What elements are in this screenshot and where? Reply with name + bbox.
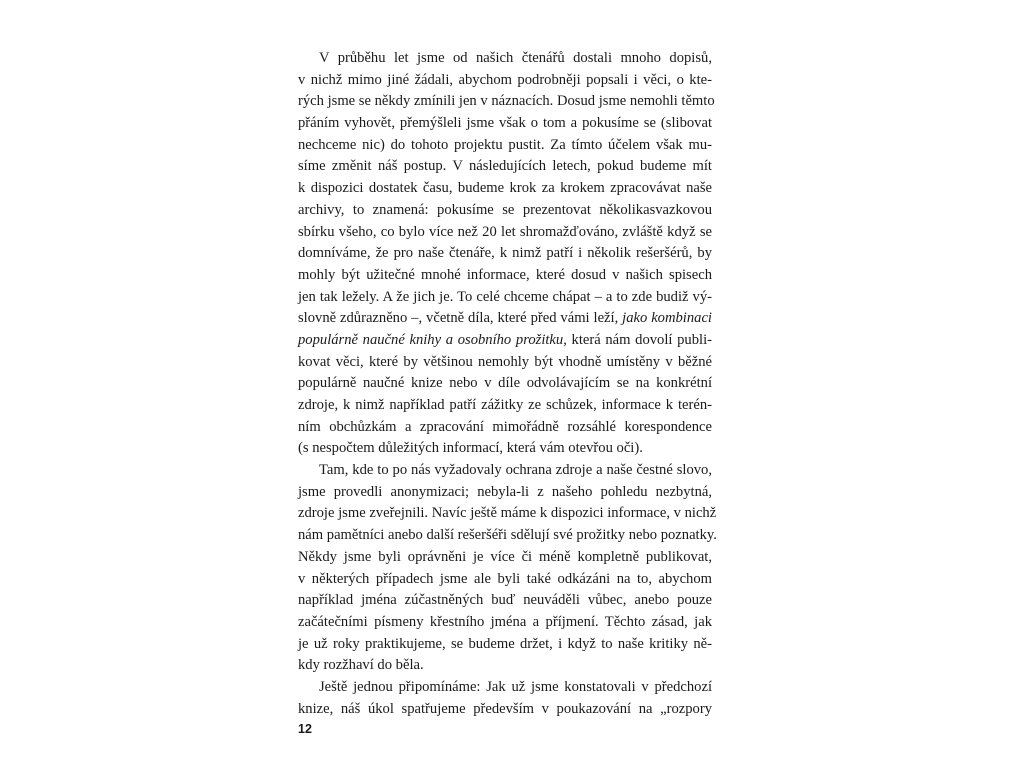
text-line: knize, náš úkol spatřujeme především v poukazování na „rozpory xyxy=(298,700,712,717)
text-segment: , která nám dovolí publi- xyxy=(563,331,712,348)
text-line: v nichž mimo jiné žádali, abychom podrobněji popsali i věci, o kte- xyxy=(298,71,712,88)
text-line: rých jsme se někdy zmínili jen v náznacích. Dosud jsme nemohli těmto xyxy=(298,93,715,110)
text-line: V průběhu let jsme od našich čtenářů dostali mnoho dopisů, xyxy=(319,50,712,66)
text-line: například jména zúčastněných buď neuváděli vůbec, anebo pouze xyxy=(298,592,712,609)
text-line: Tam, kde to po nás vyžadovaly ochrana zdroje a naše čestné slovo, xyxy=(319,462,712,479)
text-line: Ještě jednou připomínáme: Jak už jsme konstatovali v předchozí xyxy=(319,678,712,695)
text-line: začátečními písmeny křestního jména a příjmení. Těchto zásad, jak xyxy=(298,613,712,630)
text-line xyxy=(298,330,712,352)
italic-text: jako kombinaci xyxy=(622,310,712,327)
text-line: kdy rozžhaví do běla. xyxy=(298,657,424,674)
text-line: nám pamětníci anebo další rešeršéři sdělují své prožitky nebo poznatky. xyxy=(298,527,717,544)
text-line: zdroje, k nimž například patří zážitky ze schůzek, informace k terén- xyxy=(298,397,712,413)
text-line: archivy, to znamená: pokusíme se prezentovat několikasvazkovou xyxy=(298,201,712,218)
text-line: jen tak ležely. A že jich je. To celé chceme chápat – a to zde budiž vý- xyxy=(298,288,712,305)
italic-text: populárně naučné knihy a osobního prožitku xyxy=(298,331,564,348)
page-number: 12 xyxy=(298,722,312,736)
body-text xyxy=(298,48,717,720)
text-line: nechceme nic) do tohoto projektu pustit. Za tímto účelem však mu- xyxy=(298,136,712,153)
text-line: síme změnit náš postup. V následujících letech, pokud budeme mít xyxy=(298,158,712,175)
text-line: zdroje jsme zveřejnili. Navíc ještě máme k dispozici informace, v nichž xyxy=(298,505,717,522)
text-line: populárně naučné knize nebo v díle odvolávajícím se na konkrétní xyxy=(298,375,712,392)
text-line xyxy=(298,308,712,330)
text-line: v některých případech jsme ale byli také odkázáni na to, abychom xyxy=(298,570,712,587)
text-line: přáním vyhovět, přemýšleli jsme však o tom a pokusíme se (slibovat xyxy=(298,115,712,132)
text-line: je už roky praktikujeme, se budeme držet, i když to naše kritiky ně- xyxy=(298,635,712,652)
text-line: kovat věci, které by většinou nemohly být vhodně umístěny v běžné xyxy=(298,353,712,370)
text-segment: slovně zdůrazněno –, včetně díla, které před vámi leží, xyxy=(298,310,623,327)
text-line: sbírku všeho, co bylo více než 20 let shromažďováno, zvláště když se xyxy=(298,223,712,240)
text-line: mohly být užitečné mnohé informace, které dosud v našich spisech xyxy=(298,266,712,283)
text-line: Někdy jsme byli oprávněni je více či méně kompletně publikovat, xyxy=(298,548,712,565)
text-line: k dispozici dostatek času, budeme krok za krokem zpracovávat naše xyxy=(298,180,712,197)
text-line: ním obchůzkám a zpracování mimořádně rozsáhlé korespondence xyxy=(298,418,712,435)
text-line: jsme provedli anonymizaci; nebyla-li z našeho pohledu nezbytná, xyxy=(298,483,712,500)
text-line: domníváme, že pro naše čtenáře, k nimž patří i několik rešeršérů, by xyxy=(298,245,712,262)
text-line: (s nespočtem důležitých informací, která vám otevřou oči). xyxy=(298,440,643,457)
